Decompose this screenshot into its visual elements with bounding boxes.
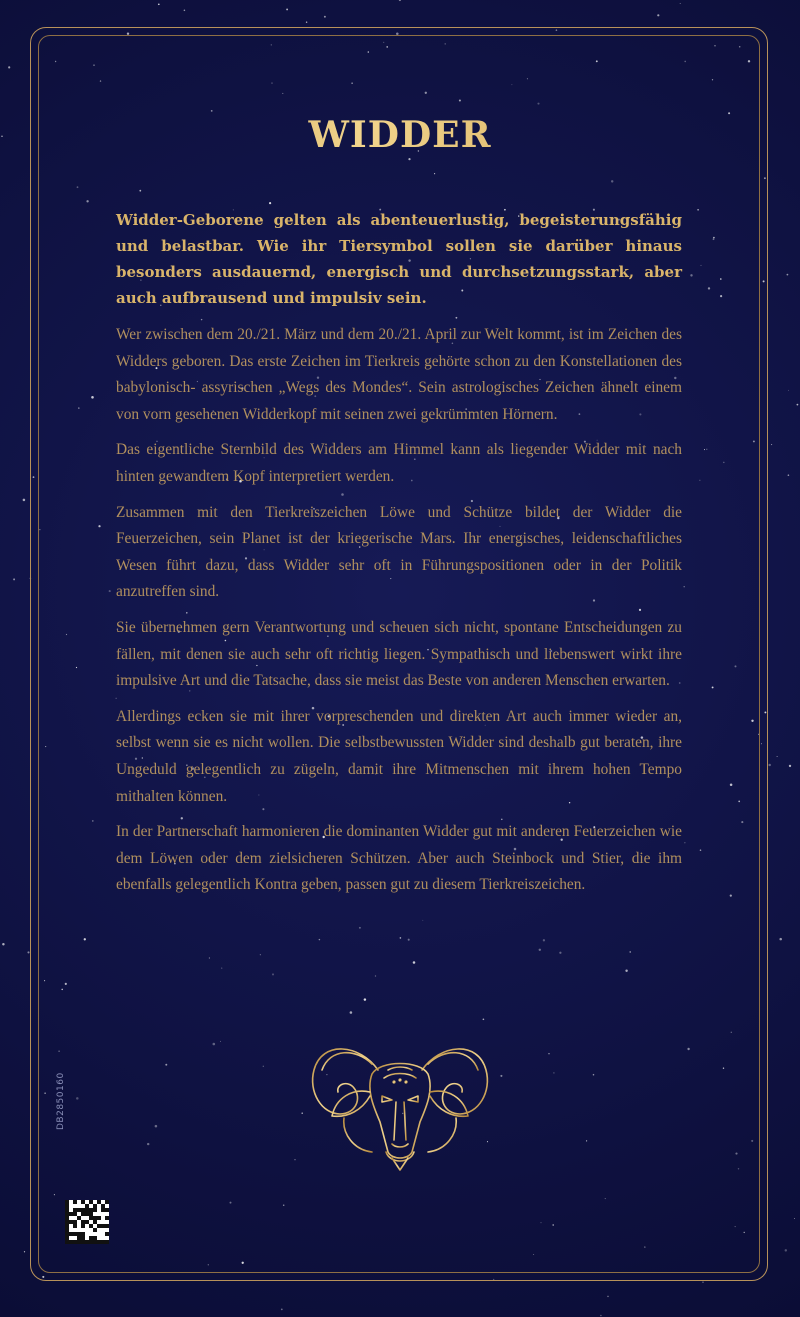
code-module — [81, 1212, 85, 1216]
code-module — [105, 1208, 109, 1212]
lead-paragraph: Widder-Geborene gelten als abenteuerlustig, begeisterungsfähig und belastbar. Wie ihr Tiersymbol sollen sie darüber hinaus besonders ausdauernd, energisch und durchsetzungsstark, aber auch aufbrausend und impulsiv sein. — [116, 211, 682, 307]
code-module — [101, 1240, 105, 1244]
code-module — [77, 1240, 81, 1244]
code-module — [97, 1224, 101, 1228]
code-module — [73, 1232, 77, 1236]
code-module — [73, 1240, 77, 1244]
code-module — [93, 1204, 97, 1208]
code-module — [105, 1200, 109, 1204]
body-paragraph-3: Zusammen mit den Tierkreiszeichen Löwe und Schütze bildet der Widder die Feuerzeichen, sein Planet ist der kriegerische Mars. Ihr energisches, leidenschaftliches Wesen führt dazu, dass Widder sehr oft in Führungspositionen oder in der Politik anzutreffen sind. — [116, 503, 682, 601]
code-module — [73, 1224, 77, 1228]
code-module — [89, 1236, 93, 1240]
ram-head-icon — [300, 1030, 500, 1180]
star — [657, 14, 659, 16]
code-module — [73, 1212, 77, 1216]
star — [789, 765, 791, 767]
code-module — [77, 1236, 81, 1240]
code-module — [93, 1236, 97, 1240]
code-module — [65, 1240, 69, 1244]
code-module — [65, 1236, 69, 1240]
code-module — [97, 1240, 101, 1244]
star — [785, 1249, 787, 1251]
code-module — [81, 1232, 85, 1236]
star — [787, 274, 789, 276]
star — [771, 444, 772, 445]
code-module — [89, 1212, 93, 1216]
body-paragraph-5: Allerdings ecken sie mit ihrer vorpreschenden und direkten Art auch immer wieder an, selbst wenn sie es nicht wollen. Die selbstbewussten Widder sind deshalb gut beraten, ihre Ungeduld gelegentlich zu zügeln, damit ihre Mitmenschen mit ihrem hohen Tempo mithalten können. — [116, 707, 682, 805]
body-paragraph-6: In der Partnerschaft harmonieren die dominanten Widder gut mit anderen Feuerzeichen wie dem Löwen oder dem zielsicheren Schützen. Aber auch Steinbock und Stier, die ihm ebenfalls gelegentlich Kontra geben, passen gut zu diesem Tierkreiszeichen. — [116, 823, 682, 894]
star — [281, 1309, 283, 1311]
code-module — [105, 1240, 109, 1244]
page-title: WIDDER — [0, 114, 800, 156]
code-module — [93, 1216, 97, 1220]
code-module — [77, 1208, 81, 1212]
code-module — [89, 1200, 93, 1204]
body-paragraph-4: Sie übernehmen gern Verantwortung und scheuen sich nicht, spontane Entscheidungen zu fällen, mit denen sie auch sehr oft richtig liegen. Sympathisch und liebenswert wirkt ihre impulsive Art und die Tatsache, dass sie meist das Beste von anderen Menschen erwarten. — [116, 618, 682, 690]
code-module — [97, 1216, 101, 1220]
code-module — [93, 1240, 97, 1244]
code-module — [65, 1224, 69, 1228]
code-module — [93, 1208, 97, 1212]
code-module — [77, 1232, 81, 1236]
star — [794, 1218, 795, 1219]
code-module — [81, 1220, 85, 1224]
code-module — [81, 1236, 85, 1240]
code-module — [101, 1208, 105, 1212]
code-module — [81, 1240, 85, 1244]
star — [788, 474, 790, 476]
code-module — [85, 1204, 89, 1208]
star — [23, 499, 26, 502]
code-module — [73, 1208, 77, 1212]
star — [2, 943, 4, 945]
code-module — [69, 1240, 73, 1244]
star — [184, 10, 186, 12]
star — [13, 578, 15, 580]
code-module — [65, 1200, 69, 1204]
code-module — [89, 1240, 93, 1244]
star — [779, 938, 782, 941]
code-module — [69, 1232, 73, 1236]
star — [797, 404, 799, 406]
code-module — [89, 1224, 93, 1228]
code-module — [73, 1200, 77, 1204]
star — [600, 1315, 602, 1317]
code-module — [85, 1240, 89, 1244]
code-module — [93, 1220, 97, 1224]
code-module — [105, 1224, 109, 1228]
star — [777, 756, 778, 757]
code-module — [81, 1200, 85, 1204]
star — [324, 16, 326, 18]
code-module — [89, 1208, 93, 1212]
product-code: DB2850160 — [56, 1072, 66, 1130]
star — [680, 3, 681, 4]
code-module — [65, 1204, 69, 1208]
text-block — [116, 207, 682, 908]
code-module — [69, 1212, 73, 1216]
body-paragraph-2: Das eigentliche Sternbild des Widders am Himmel kann als liegender Widder mit nach hinten gewandtem Kopf interpretiert werden. — [116, 441, 682, 485]
star — [788, 390, 789, 391]
code-module — [73, 1220, 77, 1224]
star — [399, 0, 401, 1]
code-module — [77, 1216, 81, 1220]
code-module — [89, 1216, 93, 1220]
star — [768, 764, 770, 766]
code-module — [85, 1208, 89, 1212]
code-module — [101, 1224, 105, 1228]
code-module — [65, 1228, 69, 1232]
code-module — [105, 1232, 109, 1236]
star — [158, 3, 160, 5]
code-module — [93, 1228, 97, 1232]
code-module — [65, 1212, 69, 1216]
code-module — [81, 1208, 85, 1212]
code-module — [65, 1208, 69, 1212]
star — [286, 8, 288, 10]
code-module — [65, 1220, 69, 1224]
code-module — [97, 1200, 101, 1204]
data-matrix-code — [65, 1200, 109, 1244]
star — [607, 1296, 609, 1298]
code-module — [85, 1220, 89, 1224]
code-module — [85, 1212, 89, 1216]
star — [8, 66, 10, 68]
code-module — [65, 1216, 69, 1220]
code-module — [105, 1216, 109, 1220]
code-module — [101, 1204, 105, 1208]
star — [306, 21, 307, 22]
code-module — [65, 1232, 69, 1236]
star — [702, 1282, 703, 1283]
code-module — [69, 1220, 73, 1224]
code-module — [81, 1224, 85, 1228]
star — [24, 1251, 25, 1252]
body-paragraph-1: Wer zwischen dem 20./21. März und dem 20./21. April zur Welt kommt, ist im Zeichen des Widders geboren. Das erste Zeichen im Tierkreis gehörte schon zu den Konstellationen des babylonisch- assyrischen „Wegs des Mondes“. Sein astrologisches Zeichen ähnelt einem von vorn gesehenen Widderkopf mit seinen zwei gekrümmten Hörnern. — [116, 326, 682, 423]
